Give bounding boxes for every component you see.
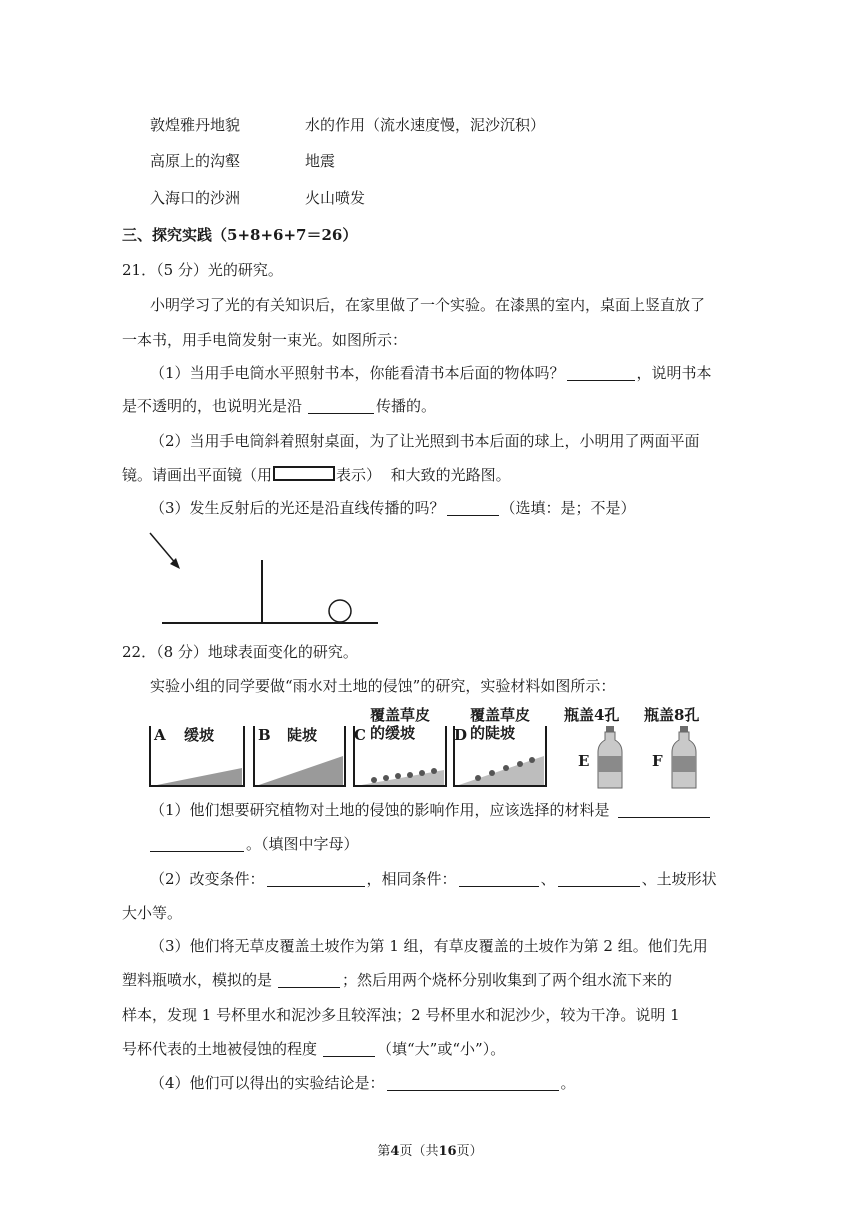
q22-answer-blank-3a[interactable] bbox=[278, 972, 340, 988]
q21-part1-line1 bbox=[150, 363, 712, 383]
q21-part2-text-c: 和大致的光路图。 bbox=[390, 466, 511, 484]
q21-part1-text-d: 传播的。 bbox=[376, 397, 437, 415]
flashlight-beam-arrow bbox=[150, 533, 177, 565]
q22-answer-blank-3b[interactable] bbox=[323, 1041, 375, 1057]
material-letter-d: D bbox=[454, 726, 468, 744]
bottle-e-icon bbox=[595, 726, 625, 790]
q22-part3-line1: （3）他们将无草皮覆盖土坡作为第 1 组，有草皮覆盖的土坡作为第 2 组。他们先用 bbox=[150, 937, 708, 955]
footer-suffix: 页） bbox=[456, 1144, 483, 1159]
footer-prefix: 第 bbox=[377, 1144, 391, 1159]
q22-part3-text-b: 塑料瓶喷水，模拟的是 bbox=[122, 971, 273, 989]
q21-part1-text-b: ，说明书本 bbox=[636, 364, 712, 382]
light-experiment-figure bbox=[140, 525, 385, 630]
q21-answer-blank-2[interactable] bbox=[308, 398, 374, 414]
q21-part3-text-b: （选填：是；不是） bbox=[500, 499, 636, 517]
q22-part3-text-f: （填“大”或“小”）。 bbox=[377, 1040, 506, 1058]
q21-part1-text-c: 是不透明的，也说明光是沿 bbox=[122, 397, 303, 415]
match-left-1: 敦煌雅丹地貌 bbox=[150, 116, 241, 134]
footer-mid: 页（共 bbox=[399, 1144, 439, 1159]
bottle-f-icon bbox=[669, 726, 699, 790]
q22-part1-line2 bbox=[122, 834, 359, 854]
q22-part1-text-a: （1）他们想要研究植物对土地的侵蚀的影响作用，应该选择的材料是 bbox=[150, 801, 610, 819]
q21-part1-text-a: （1）当用手电筒水平照射书本，你能看清书本后面的物体吗？ bbox=[150, 364, 565, 382]
material-letter-e: E bbox=[578, 752, 590, 770]
q21-part2-line1: （2）当用手电筒斜着照射桌面，为了让光照到书本后面的球上，小明用了两面平面 bbox=[150, 432, 700, 450]
arrow-head-icon bbox=[170, 558, 180, 569]
q22-answer-blank-1a[interactable] bbox=[618, 802, 710, 818]
q22-part1-text-b: 。（填图中字母） bbox=[246, 835, 359, 853]
q22-answer-blank-4[interactable] bbox=[387, 1075, 559, 1091]
q22-part2-line2: 大小等。 bbox=[122, 904, 183, 922]
q22-part2-text-c: 、 bbox=[540, 870, 556, 888]
q21-part1-line2 bbox=[122, 396, 436, 416]
q22-part4-line bbox=[150, 1073, 576, 1093]
q21-part2-line2 bbox=[122, 465, 511, 485]
footer-total-pages: 16 bbox=[438, 1144, 457, 1159]
q22-part2-line1 bbox=[150, 869, 717, 889]
material-label-e: 瓶盖4孔 bbox=[564, 706, 620, 724]
material-letter-c: C bbox=[354, 726, 366, 744]
q21-part2-text-a: 镜。请画出平面镜（用 bbox=[122, 466, 273, 484]
q21-part2-text-b: 表示） bbox=[336, 466, 382, 484]
q22-part1-line1 bbox=[150, 800, 712, 820]
materials-figure bbox=[148, 706, 708, 791]
material-label-b: 陡坡 bbox=[287, 726, 318, 744]
q22-part3-text-e: 号杯代表的土地被侵蚀的程度 bbox=[122, 1040, 318, 1058]
material-letter-a: A bbox=[154, 726, 166, 744]
q22-answer-blank-2c[interactable] bbox=[558, 871, 640, 887]
material-label-a: 缓坡 bbox=[184, 726, 215, 744]
q22-part3-line3: 样本，发现 1 号杯里水和泥沙多且较浑浊；2 号杯里水和泥沙少，较为干净。说明 1 bbox=[122, 1006, 680, 1024]
q22-part4-text-b: 。 bbox=[560, 1074, 576, 1092]
mirror-symbol bbox=[273, 466, 335, 481]
material-letter-b: B bbox=[258, 726, 271, 744]
match-left-2: 高原上的沟壑 bbox=[150, 152, 241, 170]
page-footer bbox=[0, 1140, 860, 1159]
q22-part2-text-d: 、土坡形状 bbox=[641, 870, 717, 888]
section-title: 三、探究实践（5+8+6+7＝26） bbox=[122, 226, 358, 244]
footer-page-number: 4 bbox=[390, 1144, 400, 1159]
material-label-f: 瓶盖8孔 bbox=[644, 706, 700, 724]
ball-icon bbox=[329, 600, 351, 622]
q22-part2-text-b: ，相同条件： bbox=[366, 870, 457, 888]
match-right-3: 火山喷发 bbox=[305, 189, 366, 207]
q22-heading: 22．（8 分）地球表面变化的研究。 bbox=[122, 643, 358, 661]
material-label-d: 覆盖草皮 的陡坡 bbox=[470, 706, 531, 742]
q22-part3-text-c: ；然后用两个烧杯分别收集到了两个组水流下来的 bbox=[342, 971, 673, 989]
q21-answer-blank-1[interactable] bbox=[567, 365, 635, 381]
q21-intro-line2: 一本书，用手电筒发射一束光。如图所示： bbox=[122, 331, 408, 349]
q21-intro-line1: 小明学习了光的有关知识后，在家里做了一个实验。在漆黑的室内，桌面上竖直放了 bbox=[150, 296, 706, 314]
q22-part2-text-a: （2）改变条件： bbox=[150, 870, 265, 888]
q21-answer-blank-3[interactable] bbox=[447, 500, 499, 516]
q22-answer-blank-2a[interactable] bbox=[267, 871, 365, 887]
q22-intro: 实验小组的同学要做“雨水对土地的侵蚀”的研究，实验材料如图所示： bbox=[150, 677, 616, 695]
q21-heading: 21．（5 分）光的研究。 bbox=[122, 261, 283, 279]
q21-part3-text-a: （3）发生反射后的光还是沿直线传播的吗？ bbox=[150, 499, 445, 517]
q22-part3-line4 bbox=[122, 1039, 505, 1059]
material-letter-f: F bbox=[652, 752, 663, 770]
q22-part4-text-a: （4）他们可以得出的实验结论是： bbox=[150, 1074, 385, 1092]
match-right-1: 水的作用（流水速度慢，泥沙沉积） bbox=[305, 116, 546, 134]
material-label-c: 覆盖草皮 的缓坡 bbox=[370, 706, 431, 742]
q22-part3-line2 bbox=[122, 970, 672, 990]
match-right-2: 地震 bbox=[305, 152, 336, 170]
q21-part3-line bbox=[150, 498, 636, 518]
q22-answer-blank-2b[interactable] bbox=[459, 871, 539, 887]
q22-answer-blank-1b[interactable] bbox=[150, 836, 244, 852]
match-left-3: 入海口的沙洲 bbox=[150, 189, 241, 207]
